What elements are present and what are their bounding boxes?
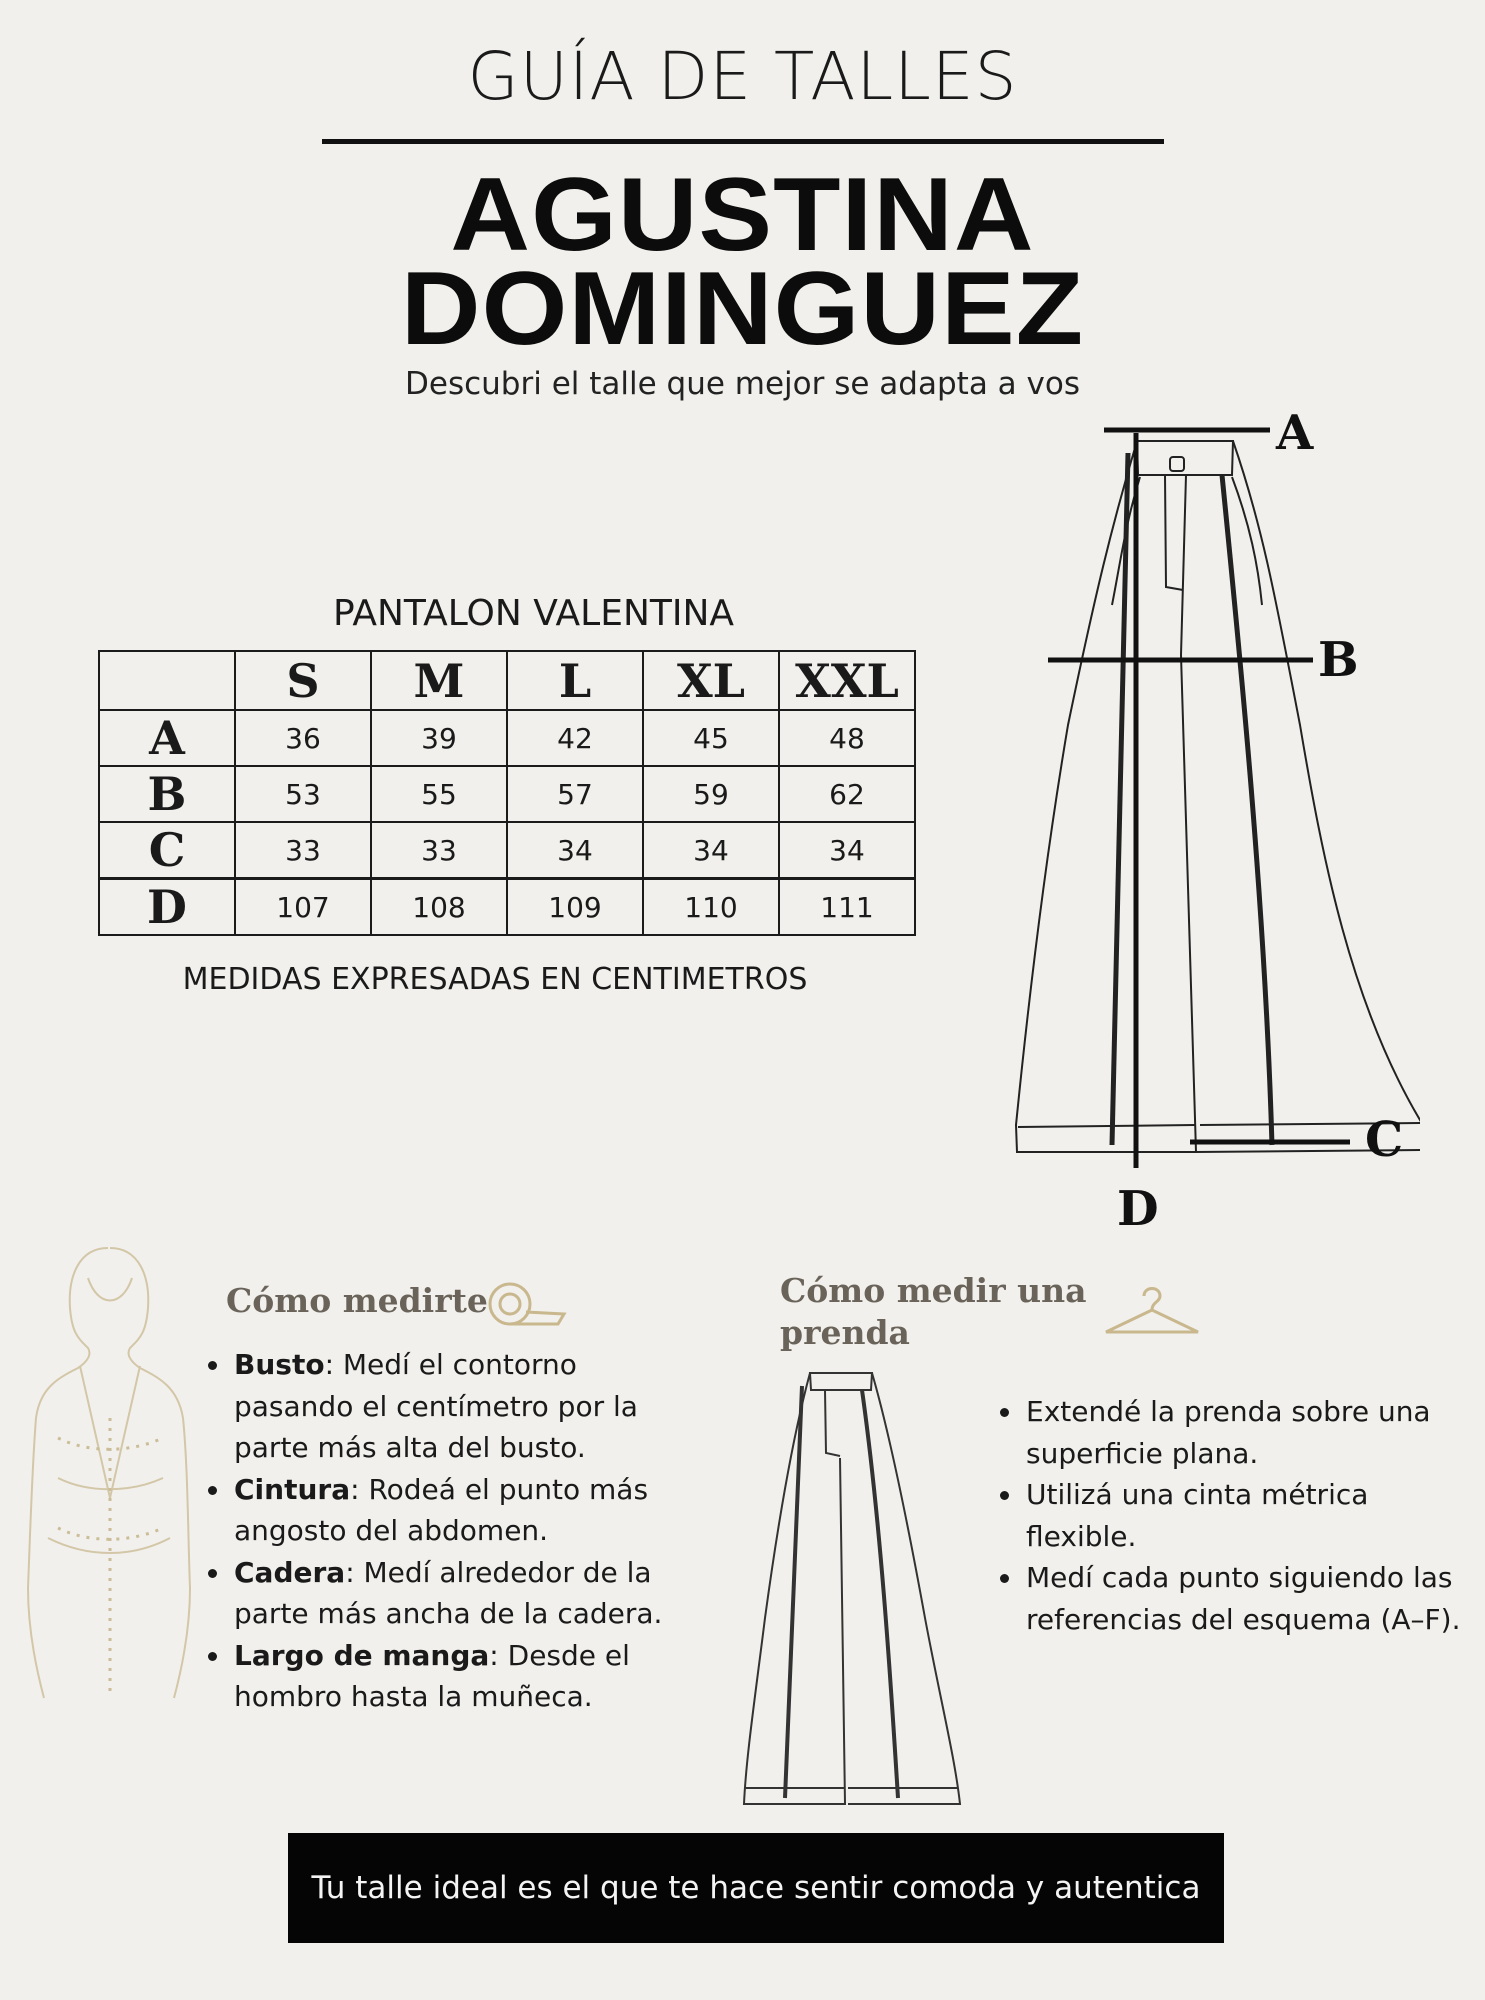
left-leg-outline — [1016, 441, 1196, 1152]
table-row — [99, 710, 915, 766]
sketch-right-leg — [848, 1373, 960, 1804]
table-header-row — [99, 651, 915, 710]
brand-name-line-2: DOMINGUEZ — [400, 251, 1085, 367]
table-title: PANTALON VALENTINA — [332, 593, 735, 634]
sketch-waistband — [810, 1373, 872, 1390]
measuring-tape-icon — [484, 1278, 568, 1334]
hanger-icon — [1100, 1282, 1204, 1340]
pants-sketch-illustration — [740, 1368, 970, 1812]
guide-title: GUÍA DE TALLES — [467, 38, 1018, 115]
measure-garment-heading-line-1: Cómo medir una — [780, 1271, 1087, 1310]
title-divider — [322, 139, 1164, 144]
table-cell: 53 — [235, 766, 371, 822]
table-row — [99, 766, 915, 822]
list-item: • Medí cada punto siguiendo las referencias del esquema (A–F). — [1024, 1557, 1464, 1640]
table-cell: 34 — [643, 822, 779, 879]
table-cell: 33 — [235, 822, 371, 879]
list-item — [232, 1635, 702, 1718]
table-cell: 110 — [643, 879, 779, 936]
table-cell: 55 — [371, 766, 507, 822]
row-label: B — [99, 766, 235, 822]
table-cell: 108 — [371, 879, 507, 936]
measure-yourself-heading: Cómo medirte — [226, 1281, 488, 1320]
body-outline-right — [110, 1248, 190, 1698]
tip-term: Cintura — [234, 1472, 351, 1506]
measure-yourself-list — [202, 1344, 702, 1718]
size-header-xxl: XXL — [779, 651, 915, 710]
table-cell: 57 — [507, 766, 643, 822]
table-row — [99, 879, 915, 936]
tip-term: Busto — [234, 1348, 325, 1381]
table-cell: 107 — [235, 879, 371, 936]
right-pocket-outline — [1232, 477, 1262, 605]
table-cell: 42 — [507, 710, 643, 766]
pants-measurement-diagram — [1000, 405, 1420, 1235]
tip-text: : Rodeá el punto más angosto del abdomen. — [234, 1472, 649, 1547]
table-cell: 48 — [779, 710, 915, 766]
table-note: MEDIDAS EXPRESADAS EN CENTIMETROS — [182, 962, 808, 997]
size-header-m: M — [371, 651, 507, 710]
list-item: • Extendé la prenda sobre una superficie plana. — [1024, 1391, 1464, 1474]
diagram-letter-b: B — [1318, 632, 1359, 688]
size-header-s: S — [235, 651, 371, 710]
fly-outline — [1165, 475, 1183, 590]
table-cell: 59 — [643, 766, 779, 822]
size-table — [98, 650, 916, 936]
table-cell: 62 — [779, 766, 915, 822]
tip-term: Cadera — [234, 1555, 346, 1589]
table-cell: 34 — [507, 822, 643, 879]
tip-text: : Desde el hombro hasta la muñeca. — [234, 1638, 630, 1713]
button-outline — [1170, 457, 1184, 471]
size-header-l: L — [507, 651, 643, 710]
right-pleat-line — [1222, 475, 1272, 1145]
table-cell: 111 — [779, 879, 915, 936]
tip-term: Largo de manga — [234, 1638, 490, 1672]
table-row — [99, 822, 915, 879]
sketch-fly — [825, 1390, 840, 1456]
row-label: A — [99, 710, 235, 766]
hair-line — [88, 1278, 132, 1301]
footer-text: Tu talle ideal es el que te hace sentir comoda y autentica — [311, 1870, 1201, 1906]
body-figure-illustration — [18, 1238, 208, 1708]
list-item — [232, 1552, 702, 1635]
measure-garment-list — [994, 1391, 1464, 1640]
table-cell: 39 — [371, 710, 507, 766]
table-cell: 109 — [507, 879, 643, 936]
tip-text: : Medí alrededor de la parte más ancha de la cadera. — [234, 1555, 663, 1630]
list-item — [232, 1469, 702, 1552]
waistband-outline — [1137, 441, 1233, 475]
list-item: • Utilizá una cinta métrica flexible. — [1024, 1474, 1464, 1557]
table-cell: 45 — [643, 710, 779, 766]
body-outline-left — [28, 1248, 108, 1698]
table-corner-cell — [99, 651, 235, 710]
table-cell: 33 — [371, 822, 507, 879]
footer-banner — [288, 1833, 1224, 1943]
row-label: D — [99, 879, 235, 936]
tip-text: : Medí el contorno pasando el centímetro por la parte más alta del busto. — [234, 1348, 638, 1464]
subtitle: Descubri el talle que mejor se adapta a vos — [405, 366, 1080, 402]
diagram-letter-c: C — [1365, 1112, 1404, 1168]
row-label: C — [99, 822, 235, 879]
measure-garment-heading-line-2: prenda — [780, 1313, 910, 1352]
list-item — [232, 1344, 702, 1469]
size-header-xl: XL — [643, 651, 779, 710]
brand-name-line-1: AGUSTINA — [450, 157, 1035, 273]
diagram-letter-a: A — [1276, 405, 1314, 461]
table-cell: 36 — [235, 710, 371, 766]
table-cell: 34 — [779, 822, 915, 879]
diagram-letter-d: D — [1117, 1181, 1159, 1237]
left-hem-line — [1018, 1125, 1195, 1127]
measure-garment-heading — [780, 1270, 1086, 1354]
